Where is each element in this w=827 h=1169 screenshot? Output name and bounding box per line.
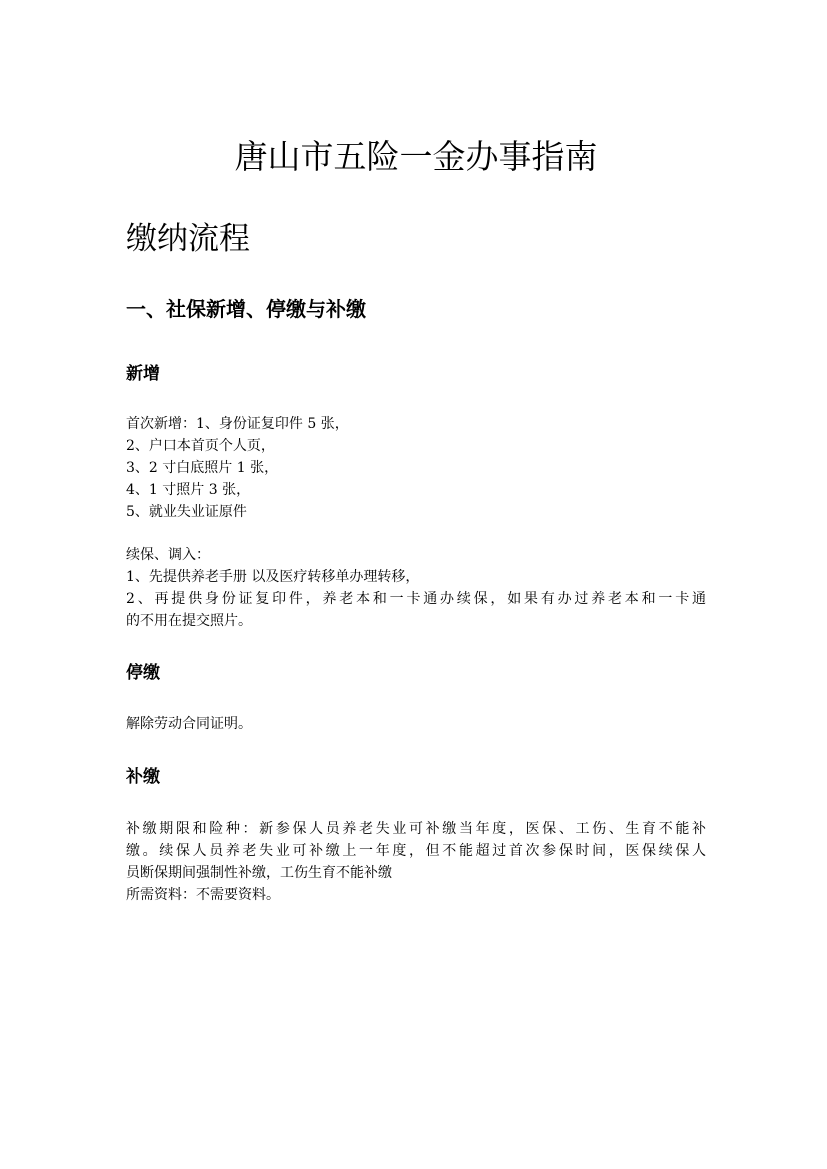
list-item: 首次新增：1、身份证复印件 5 张，: [126, 416, 349, 432]
section-heading-payment-process: 缴纳流程: [126, 221, 250, 257]
list-item: 4、1 寸照片 3 张，: [126, 482, 251, 498]
paragraph-line: 补缴期限和险种：新参保人员养老失业可补缴当年度，医保、工伤、生育不能补: [126, 821, 706, 837]
heading-back-payment: 补缴: [126, 767, 160, 787]
stop-payment-text: [126, 713, 706, 735]
paragraph-line: 缴。续保人员养老失业可补缴上一年度，但不能超过首次参保时间，医保续保人: [126, 843, 706, 859]
paragraph-line: 解除劳动合同证明。: [126, 716, 252, 732]
list-item: 3、2 寸白底照片 1 张，: [126, 460, 279, 476]
back-payment-text: [126, 818, 706, 906]
subsection-heading-social-security: 一、社保新增、停缴与补缴: [126, 297, 366, 321]
first-time-enrollment-list: [126, 413, 706, 523]
list-item: 续保、调入：: [126, 547, 210, 563]
continue-transfer-list: [126, 544, 706, 632]
paragraph-line: 员断保期间强制性补缴，工伤生育不能补缴: [126, 865, 392, 881]
heading-new-enrollment: 新增: [126, 364, 160, 384]
paragraph-line: 所需资料：不需要资料。: [126, 887, 280, 903]
list-item: 1、先提供养老手册 以及医疗转移单办理转移，: [126, 569, 420, 585]
list-item: 2、户口本首页个人页，: [126, 438, 275, 454]
list-item: 5、就业失业证原件: [126, 504, 247, 520]
heading-stop-payment: 停缴: [126, 663, 160, 683]
document-title: 唐山市五险一金办事指南: [234, 137, 598, 176]
list-item: 2、再提供身份证复印件，养老本和一卡通办续保，如果有办过养老本和一卡通: [126, 591, 706, 607]
list-item: 的不用在提交照片。: [126, 613, 252, 629]
